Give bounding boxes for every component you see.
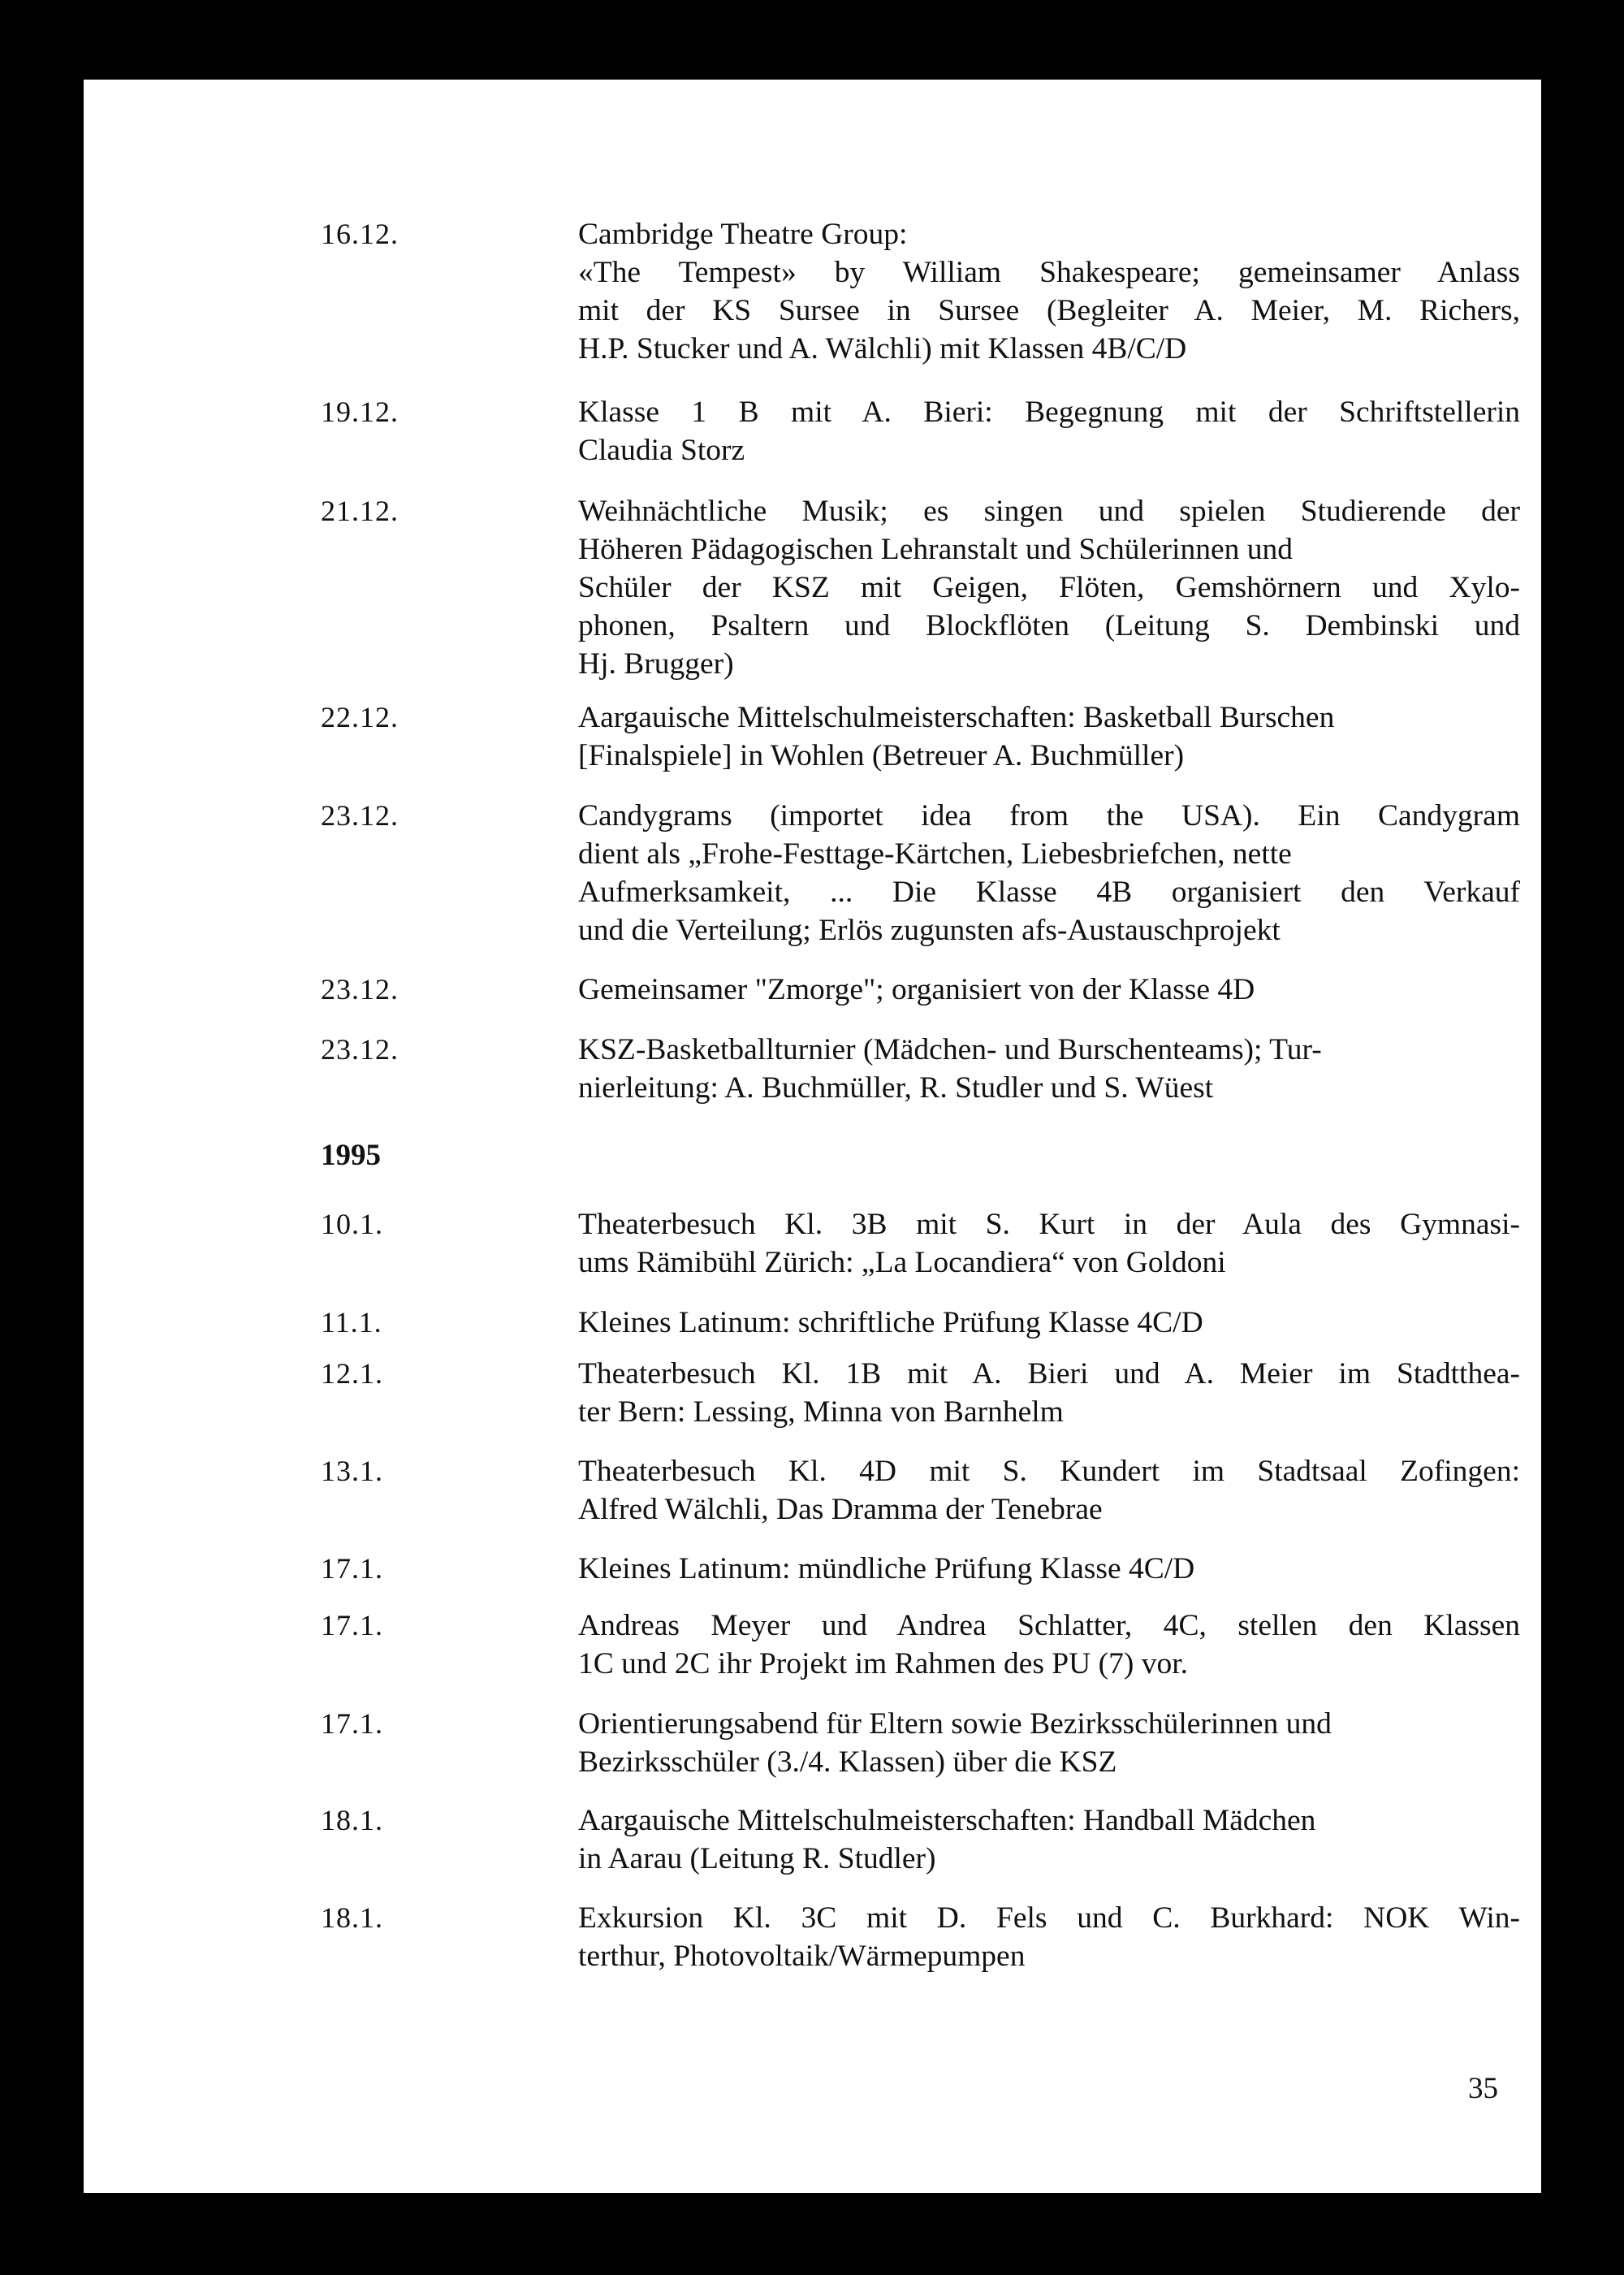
entry-line: Theaterbesuch Kl. 4D mit S. Kundert im Stadtsaal Zofingen: [578,1455,1520,1488]
entry-line: Alfred Wälchli, Das Dramma der Tenebrae [578,1493,1103,1526]
entry-text [578,1205,1520,1282]
entry-line: dient als „Frohe-Festtage-Kärtchen, Liebesbriefchen, nette [578,837,1292,871]
entry-line: Exkursion Kl. 3C mit D. Fels und C. Burkhard: NOK Win- [578,1901,1520,1935]
entry-line: Höheren Pädagogischen Lehranstalt und Schülerinnen und [578,533,1293,566]
entry-date: 16.12. [321,218,399,250]
entry-line: Gemeinsamer "Zmorge"; organisiert von der Klasse 4D [578,973,1255,1006]
entry-text [578,1452,1520,1529]
entry-date: 19.12. [321,396,399,428]
entry-line: mit der KS Sursee in Sursee (Begleiter A. Meier, M. Richers, [578,294,1520,327]
entry-line: Kleines Latinum: schriftliche Prüfung Klasse 4C/D [578,1306,1203,1339]
entry-line: terthur, Photovoltaik/Wärmepumpen [578,1940,1026,1973]
entry-text [578,1304,1520,1342]
entry-date: 17.1. [321,1707,383,1740]
entry-text [578,1607,1520,1683]
entry-text [578,797,1520,949]
entry-line: ter Bern: Lessing, Minna von Barnhelm [578,1395,1064,1429]
entry-date: 10.1. [321,1208,383,1240]
entry-line: nierleitung: A. Buchmüller, R. Studler und S. Wüest [578,1071,1214,1105]
entry-line: 1C und 2C ihr Projekt im Rahmen des PU (7) vor. [578,1647,1189,1680]
entry-text [578,393,1520,469]
entry-date: 17.1. [321,1609,383,1641]
entry-date: 11.1. [321,1306,382,1339]
entry-text [578,1355,1520,1431]
entry-date: 23.12. [321,1033,399,1066]
entry-text [578,215,1520,368]
page-number: 35 [1468,2072,1498,2105]
entry-line: «The Tempest» by William Shakespeare; gemeinsamer Anlass [578,256,1520,289]
document-page [84,80,1541,2193]
entry-line: Kleines Latinum: mündliche Prüfung Klasse 4C/D [578,1552,1195,1585]
entry-line: phonen, Psaltern und Blockflöten (Leitung S. Dembinski und [578,609,1520,642]
entry-text [578,492,1520,683]
entry-line: ums Rämibühl Zürich: „La Locandiera“ von Goldoni [578,1246,1226,1279]
entry-text [578,1705,1520,1781]
entry-line: Hj. Brugger) [578,647,734,681]
entry-line: Aargauische Mittelschulmeisterschaften: Basketball Burschen [578,701,1335,734]
entry-text [578,699,1520,775]
entry-line: und die Verteilung; Erlös zugunsten afs-Austauschprojekt [578,914,1281,947]
entry-line: in Aarau (Leitung R. Studler) [578,1842,936,1875]
entry-line: Cambridge Theatre Group: [578,218,908,251]
entry-line: Theaterbesuch Kl. 3B mit S. Kurt in der Aula des Gymnasi- [578,1208,1520,1241]
entry-date: 18.1. [321,1804,383,1836]
entry-text [578,1899,1520,1975]
entry-line: Weihnächtliche Musik; es singen und spielen Studierende der [578,495,1520,528]
entry-date: 12.1. [321,1357,383,1390]
entry-date: 13.1. [321,1455,383,1487]
entry-text [578,1801,1520,1878]
entry-date: 23.12. [321,973,399,1006]
entry-date: 23.12. [321,799,399,832]
entry-line: Andreas Meyer und Andrea Schlatter, 4C, stellen den Klassen [578,1609,1520,1642]
entry-line: Aargauische Mittelschulmeisterschaften: Handball Mädchen [578,1804,1316,1837]
entry-date: 22.12. [321,701,399,733]
entry-line: Klasse 1 B mit A. Bieri: Begegnung mit der Schriftstellerin [578,396,1520,429]
entry-text [578,971,1520,1009]
entry-text [578,1550,1520,1588]
entry-line: Bezirksschüler (3./4. Klassen) über die KSZ [578,1745,1117,1779]
entry-line: Orientierungsabend für Eltern sowie Bezirksschülerinnen und [578,1707,1332,1741]
year-heading: 1995 [321,1139,381,1172]
entry-line: Claudia Storz [578,434,745,467]
entry-line: H.P. Stucker und A. Wälchli) mit Klassen 4B/C/D [578,332,1187,365]
entry-line: Aufmerksamkeit, ... Die Klasse 4B organisiert den Verkauf [578,876,1520,909]
entry-line: KSZ-Basketballturnier (Mädchen- und Burschenteams); Tur- [578,1033,1322,1066]
entry-line: Theaterbesuch Kl. 1B mit A. Bieri und A. Meier im Stadtthea- [578,1357,1520,1391]
entry-text [578,1031,1520,1107]
entry-line: Schüler der KSZ mit Geigen, Flöten, Gemshörnern und Xylo- [578,571,1520,604]
entry-line: Candygrams (importet idea from the USA). Ein Candygram [578,799,1520,833]
entry-line: [Finalspiele] in Wohlen (Betreuer A. Buchmüller) [578,739,1185,772]
entry-date: 21.12. [321,495,399,527]
entry-date: 17.1. [321,1552,383,1585]
entry-date: 18.1. [321,1901,383,1934]
